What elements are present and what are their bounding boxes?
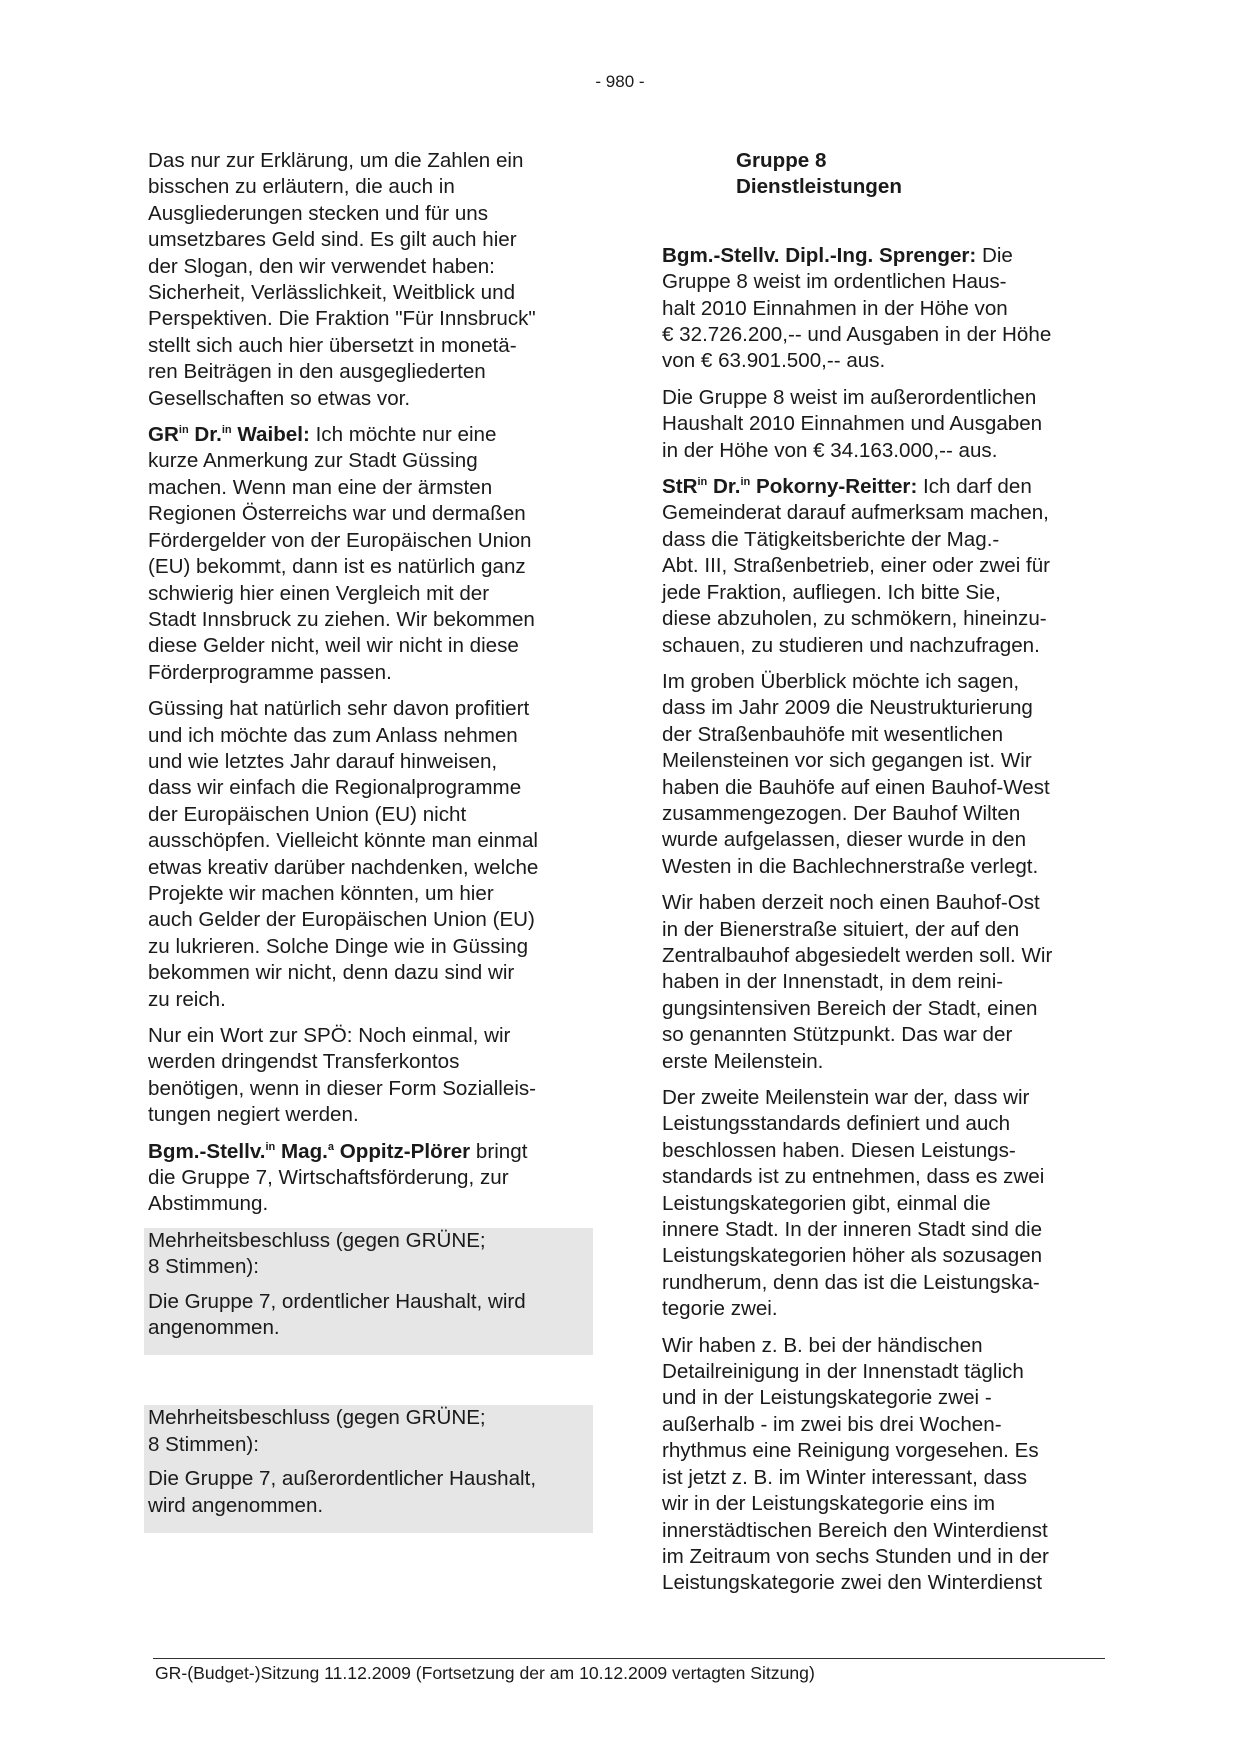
section-heading-gruppe-8: Gruppe 8 Dienstleistungen	[736, 149, 902, 199]
paragraph-second-milestone: Der zweite Meilenstein war der, dass wir Leistungsstandards definiert und auch beschlossen haben. Diesen Leistungs- standards ist zu entnehmen, dass es zwei Leistungskategorien gibt, einmal die innere Stadt. In der inneren Stadt sind die Leistungskategorien höher als sozusagen rundherum, denn das ist die Leistungska- tegorie zwei.	[662, 1086, 1045, 1321]
vote-label: Mehrheitsbeschluss (gegen GRÜNE; 8 Stimmen):	[148, 1406, 486, 1456]
speech-sprenger: Die Gruppe 8 weist im ordentlichen Haus- halt 2010 Einnahmen in der Höhe von € 32.726.200,-- und Ausgaben in der Höhe von € 63.901.500,-- aus.	[662, 243, 1052, 373]
vote-result: Die Gruppe 7, ordentlicher Haushalt, wird angenommen.	[148, 1289, 526, 1340]
speech-waibel: Ich möchte nur eine kurze Anmerkung zur Stadt Güssing machen. Wenn man eine der ärmsten Regionen Österreichs war und dermaßen Fördergelder von der Europäischen Union (EU) bekommt, dann ist es natürlich ganz schwierig hier einen Vergleich mit der Stadt Innsbruck zu ziehen. Wir bekommen diese Gelder nicht, weil wir nicht in diese Förderprogramme passen.	[148, 423, 535, 684]
speaker-waibel: $GR^{in}$ Dr.$^{in}$ Waibel:	[148, 423, 310, 447]
paragraph-waibel	[148, 422, 593, 686]
paragraph-explanation: Das nur zur Erklärung, um die Zahlen ein bisschen zu erläutern, die auch in Ausgliederungen stecken und für uns umsetzbares Geld sind. Es gilt auch hier der Slogan, den wir verwendet haben: Sicherheit, Verlässlichkeit, Weitblick und Perspektiven. Die Fraktion "Für Innsbruck" stellt sich auch hier übersetzt in monetä- ren Beiträgen in den ausgegliederten Gesellschaften so etwas vor.	[148, 149, 536, 410]
vote-box-extraordinary	[144, 1405, 593, 1533]
paragraph-bauhof-ost: Wir haben derzeit noch einen Bauhof-Ost in der Bienerstraße situiert, der auf den Zentralbauhof abgesiedelt werden soll. Wir haben in der Innenstadt, in dem reini- gungsintensiven Bereich der Stadt, einen so genannten Stützpunkt. Das war der erste Meilenstein.	[662, 891, 1053, 1073]
paragraph-overview: Im groben Überblick möchte ich sagen, dass im Jahr 2009 die Neustrukturierung der Straßenbauhöfe mit wesentlichen Meilensteinen vor sich gegangen ist. Wir haben die Bauhöfe auf einen Bauhof-West zusammengezogen. Der Bauhof Wilten wurde aufgelassen, dieser wurde in den Westen in die Bachlechnerstraße verlegt.	[662, 669, 1050, 878]
vote-result: Die Gruppe 7, außerordentlicher Haushalt, wird angenommen.	[148, 1467, 537, 1517]
right-column	[662, 148, 1107, 1607]
vote-box-ordinary	[144, 1228, 593, 1356]
paragraph-extraordinary-budget: Die Gruppe 8 weist im außerordentlichen Haushalt 2010 Einnahmen und Ausgaben in der Höhe von € 34.163.000,-- aus.	[662, 385, 1043, 462]
speech-pokorny: Ich darf den Gemeinderat darauf aufmerksam machen, dass die Tätigkeitsberichte der Mag.- Abt. III, Straßenbetrieb, einer oder zwei für jede Fraktion, aufliegen. Ich bitte Sie, diese abzuholen, zu schmökern, hineinzu- schauen, zu studieren und nachzufragen.	[662, 475, 1051, 657]
paragraph-spoe: Nur ein Wort zur SPÖ: Noch einmal, wir werden dringendst Transferkontos benötigen, wenn in dieser Form Sozialleis- tungen negiert werden.	[148, 1024, 537, 1127]
paragraph-oppitz	[148, 1139, 593, 1218]
paragraph-detail-cleaning: Wir haben z. B. bei der händischen Detailreinigung in der Innenstadt täglich und in der Leistungskategorie zwei - außerhalb - im zwei bis drei Wochen- rhythmus eine Reinigung vorgesehen. Es ist jetzt z. B. im Winter interessant, dass wir in der Leistungskategorie eins im innerstädtischen Bereich den Winterdienst im Zeitraum von sechs Stunden und in der Leistungskategorie zwei den Winterdienst	[662, 1333, 1049, 1595]
footer-divider	[153, 1658, 1105, 1659]
paragraph-guessing: Güssing hat natürlich sehr davon profitiert und ich möchte das zum Anlass nehmen und wie letztes Jahr darauf hinweisen, dass wir einfach die Regionalprogramme der Europäischen Union (EU) nicht ausschöpfen. Vielleicht könnte man einmal etwas kreativ darüber nachdenken, welche Projekte wir machen könnten, um hier auch Gelder der Europäischen Union (EU) zu lukrieren. Solche Dinge wie in Güssing bekommen wir nicht, denn dazu sind wir zu reich.	[148, 697, 539, 1011]
speaker-oppitz-ploerer: Bgm.-Stellv.$^{in}$ Mag.$^a$ Oppitz-Plörer	[148, 1139, 471, 1163]
vote-label: Mehrheitsbeschluss (gegen GRÜNE; 8 Stimmen):	[148, 1228, 486, 1279]
paragraph-sprenger	[662, 243, 1107, 375]
paragraph-pokorny	[662, 474, 1107, 659]
speech-oppitz: bringt die Gruppe 7, Wirtschaftsförderung, zur Abstimmung.	[148, 1139, 528, 1216]
left-column	[148, 148, 593, 1533]
footer-session-info: GR-(Budget-)Sitzung 11.12.2009 (Fortsetzung der am 10.12.2009 vertagten Sitzung)	[155, 1663, 815, 1683]
speaker-sprenger: Bgm.-Stellv. Dipl.-Ing. Sprenger:	[662, 243, 977, 267]
speaker-pokorny-reitter: StR$^{in}$ Dr.$^{in}$ Pokorny-Reitter:	[662, 475, 918, 499]
page-number: - 980 -	[595, 72, 645, 91]
